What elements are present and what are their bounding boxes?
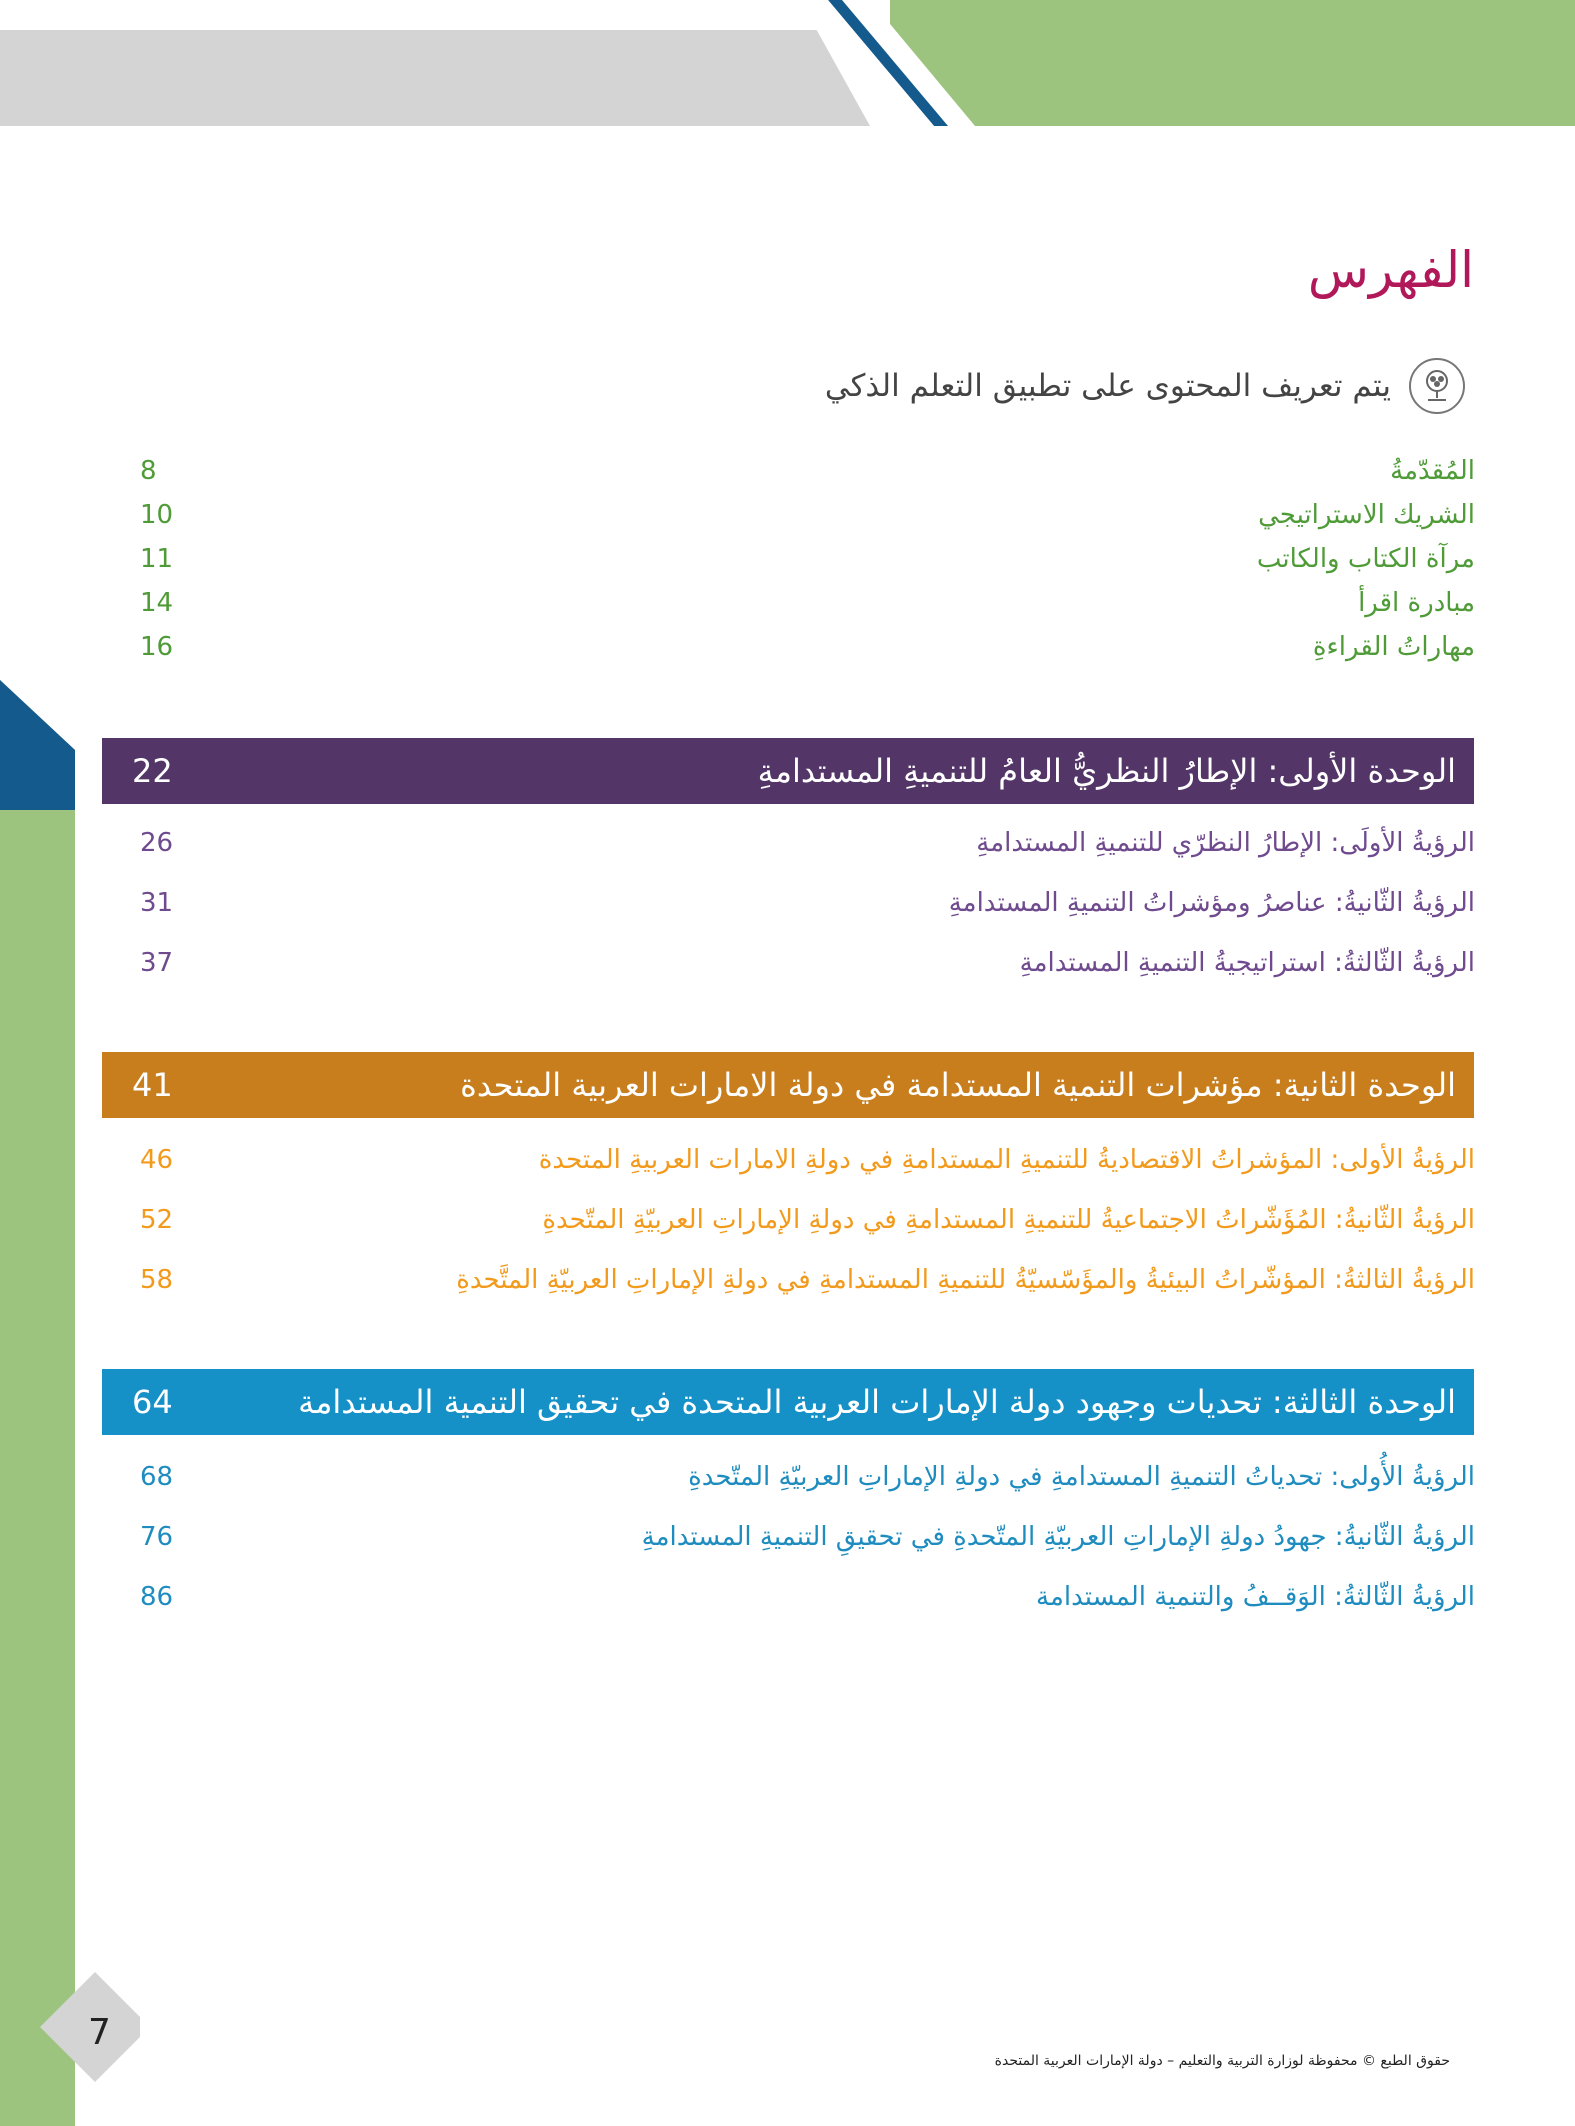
toc-item-page: 31 bbox=[140, 888, 174, 918]
toc-item-label: مهاراتُ القراءةِ bbox=[1312, 632, 1475, 662]
toc-item-page: 37 bbox=[140, 948, 174, 978]
copyright-footer: حقوق الطبع © محفوظة لوزارة التربية والتعليم – دولة الإمارات العربية المتحدة bbox=[994, 2053, 1450, 2069]
unit-title: الوحدة الثانية: مؤشرات التنمية المستدامة في دولة الامارات العربية المتحدة bbox=[460, 1066, 1456, 1104]
toc-item-page: 68 bbox=[140, 1462, 174, 1492]
toc-item-page: 46 bbox=[140, 1145, 174, 1175]
page-number: 7 bbox=[88, 2012, 111, 2053]
toc-item-label: الرؤيةُ الثّالثةُ: الوَقــفُ والتنمية المستدامة bbox=[1036, 1582, 1475, 1612]
toc-intro-item[interactable] bbox=[140, 588, 1475, 618]
toc-lesson-item[interactable] bbox=[140, 1522, 1475, 1552]
toc-lesson-item[interactable] bbox=[140, 1582, 1475, 1612]
toc-item-page: 58 bbox=[140, 1265, 174, 1295]
toc-item-page: 26 bbox=[140, 828, 174, 858]
unit-page: 22 bbox=[132, 752, 173, 790]
side-green-strip bbox=[0, 680, 75, 2126]
toc-item-page: 11 bbox=[140, 544, 174, 574]
toc-lesson-item[interactable] bbox=[140, 948, 1475, 978]
toc-item-label: مبادرة اقرأ bbox=[1358, 588, 1475, 618]
toc-lesson-item[interactable] bbox=[140, 1145, 1475, 1175]
toc-item-label: الرؤيةُ الأُولى: تحدياتُ التنميةِ المستدامةِ في دولةِ الإماراتِ العربيّةِ المتّحدةِ bbox=[688, 1462, 1475, 1492]
unit-title: الوحدة الثالثة: تحديات وجهود دولة الإمارات العربية المتحدة في تحقيق التنمية المستدامة bbox=[298, 1383, 1456, 1421]
toc-item-page: 10 bbox=[140, 500, 174, 530]
unit-3-header[interactable] bbox=[102, 1369, 1474, 1435]
toc-item-page: 86 bbox=[140, 1582, 174, 1612]
toc-item-label: المُقدّمةُ bbox=[1390, 456, 1475, 486]
toc-item-page: 8 bbox=[140, 456, 157, 486]
side-blue-accent bbox=[0, 680, 75, 810]
tree-logo-icon bbox=[1409, 358, 1465, 414]
header-diagonal-stripes bbox=[0, 0, 1575, 130]
toc-item-page: 76 bbox=[140, 1522, 174, 1552]
toc-lesson-item[interactable] bbox=[140, 1205, 1475, 1235]
toc-intro-item[interactable] bbox=[140, 544, 1475, 574]
toc-item-page: 14 bbox=[140, 588, 174, 618]
toc-intro-item[interactable] bbox=[140, 632, 1475, 662]
toc-intro-item[interactable] bbox=[140, 456, 1475, 486]
toc-item-label: الرؤيةُ الأولَى: الإطارُ النظرّي للتنميةِ المستدامةِ bbox=[976, 828, 1475, 858]
unit-page: 41 bbox=[132, 1066, 173, 1104]
smart-learning-notice bbox=[825, 358, 1465, 414]
toc-lesson-item[interactable] bbox=[140, 888, 1475, 918]
unit-2-header[interactable] bbox=[102, 1052, 1474, 1118]
toc-item-page: 16 bbox=[140, 632, 174, 662]
toc-item-label: الرؤيةُ الثّالثةُ: استراتيجيةُ التنميةِ المستدامةِ bbox=[1019, 948, 1475, 978]
toc-lesson-item[interactable] bbox=[140, 828, 1475, 858]
notice-text: يتم تعريف المحتوى على تطبيق التعلم الذكي bbox=[824, 368, 1391, 404]
toc-item-label: الرؤيةُ الثّانيةُ: جهودُ دولةِ الإماراتِ العربيّةِ المتّحدةِ في تحقيقِ التنميةِ المستدامةِ bbox=[641, 1522, 1475, 1552]
toc-lesson-item[interactable] bbox=[140, 1265, 1475, 1295]
toc-item-label: الرؤيةُ الثالثةُ: المؤشّراتُ البيئيةُ والمؤَسّسيّةُ للتنميةِ المستدامةِ في دولةِ الإماراتِ العربيّةِ المتَّحدةِ bbox=[456, 1265, 1475, 1295]
toc-lesson-item[interactable] bbox=[140, 1462, 1475, 1492]
toc-item-label: الرؤيةُ الأولى: المؤشراتُ الاقتصاديةُ للتنميةِ المستدامةِ في دولةِ الامارات العربيةِ المتحدة bbox=[538, 1145, 1475, 1175]
toc-item-page: 52 bbox=[140, 1205, 174, 1235]
toc-item-label: مرآة الكتاب والكاتب bbox=[1256, 544, 1475, 574]
toc-intro-item[interactable] bbox=[140, 500, 1475, 530]
toc-item-label: الرؤيةُ الثّانيةُ: المُؤَشّراتُ الاجتماعيةُ للتنميةِ المستدامةِ في دولةِ الإماراتِ العربيّةِ المتّحدةِ bbox=[542, 1205, 1475, 1235]
unit-page: 64 bbox=[132, 1383, 173, 1421]
toc-item-label: الرؤيةُ الثّانيةُ: عناصرُ ومؤشراتُ التنميةِ المستدامةِ bbox=[948, 888, 1475, 918]
unit-title: الوحدة الأولى: الإطارُ النظريُّ العامُ للتنميةِ المستدامةِ bbox=[757, 752, 1456, 790]
page-title: الفهرس bbox=[1307, 241, 1474, 299]
unit-1-header[interactable] bbox=[102, 738, 1474, 804]
toc-item-label: الشريك الاستراتيجي bbox=[1258, 500, 1475, 530]
